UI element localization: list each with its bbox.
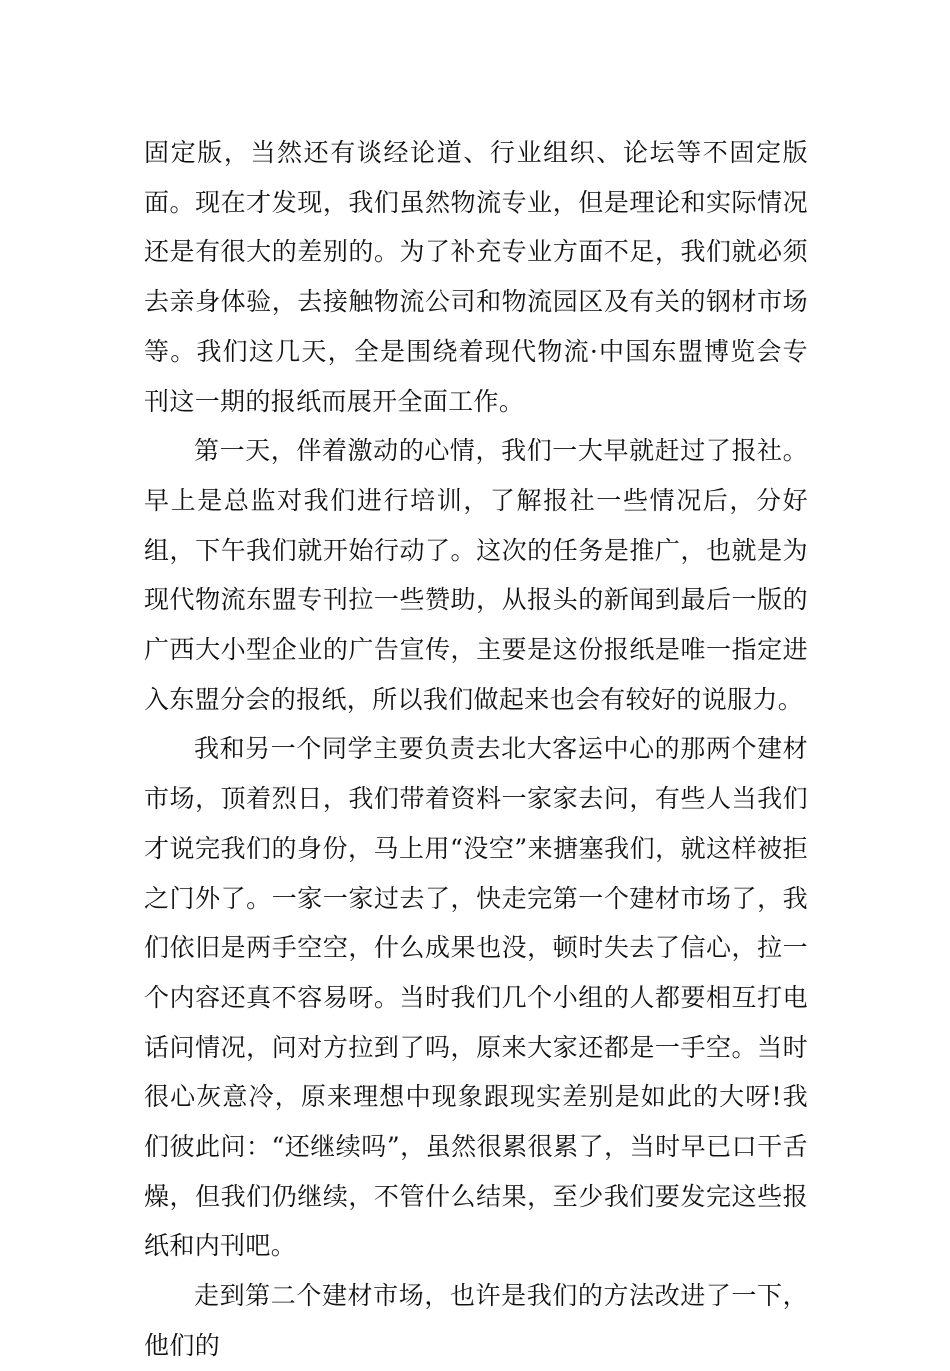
paragraph-1: 固定版，当然还有谈经论道、行业组织、论坛等不固定版面。现在才发现，我们虽然物流专业，但是理论和实际情况还是有很大的差别的。为了补充专业方面不足，我们就必须去亲身体验，去接触物流公司和物流园区及有关的钢材市场等。我们这几天，全是围绕着现代物流·中国东盟博览会专刊这一期的报纸而展开全面工作。	[144, 138, 808, 416]
paragraph-3: 我和另一个同学主要负责去北大客运中心的那两个建材市场，顶着烈日，我们带着资料一家家去问，有些人当我们才说完我们的身份，马上用“没空”来搪塞我们，就这样被拒之门外了。一家一家过去了，快走完第一个建材市场了，我们依旧是两手空空，什么成果也没，顿时失去了信心，拉一个内容还真不容易呀。当时我们几个小组的人都要相互打电话问情况，问对方拉到了吗，原来大家还都是一手空。当时很心灰意冷，原来理想中现象跟现实差别是如此的大呀!我们彼此问：“还继续吗”，虽然很累很累了，当时早已口干舌燥，但我们仍继续，不管什么结果，至少我们要发完这些报纸和内刊吧。	[144, 734, 808, 1261]
paragraph-4: 走到第二个建材市场，也许是我们的方法改进了一下，他们的	[144, 1281, 808, 1360]
document-body	[144, 128, 808, 1371]
paragraph-2: 第一天，伴着激动的心情，我们一大早就赶过了报社。早上是总监对我们进行培训，了解报社一些情况后，分好组，下午我们就开始行动了。这次的任务是推广，也就是为现代物流东盟专刊拉一些赞助，从报头的新闻到最后一版的广西大小型企业的广告宣传，主要是这份报纸是唯一指定进入东盟分会的报纸，所以我们做起来也会有较好的说服力。	[144, 436, 808, 714]
